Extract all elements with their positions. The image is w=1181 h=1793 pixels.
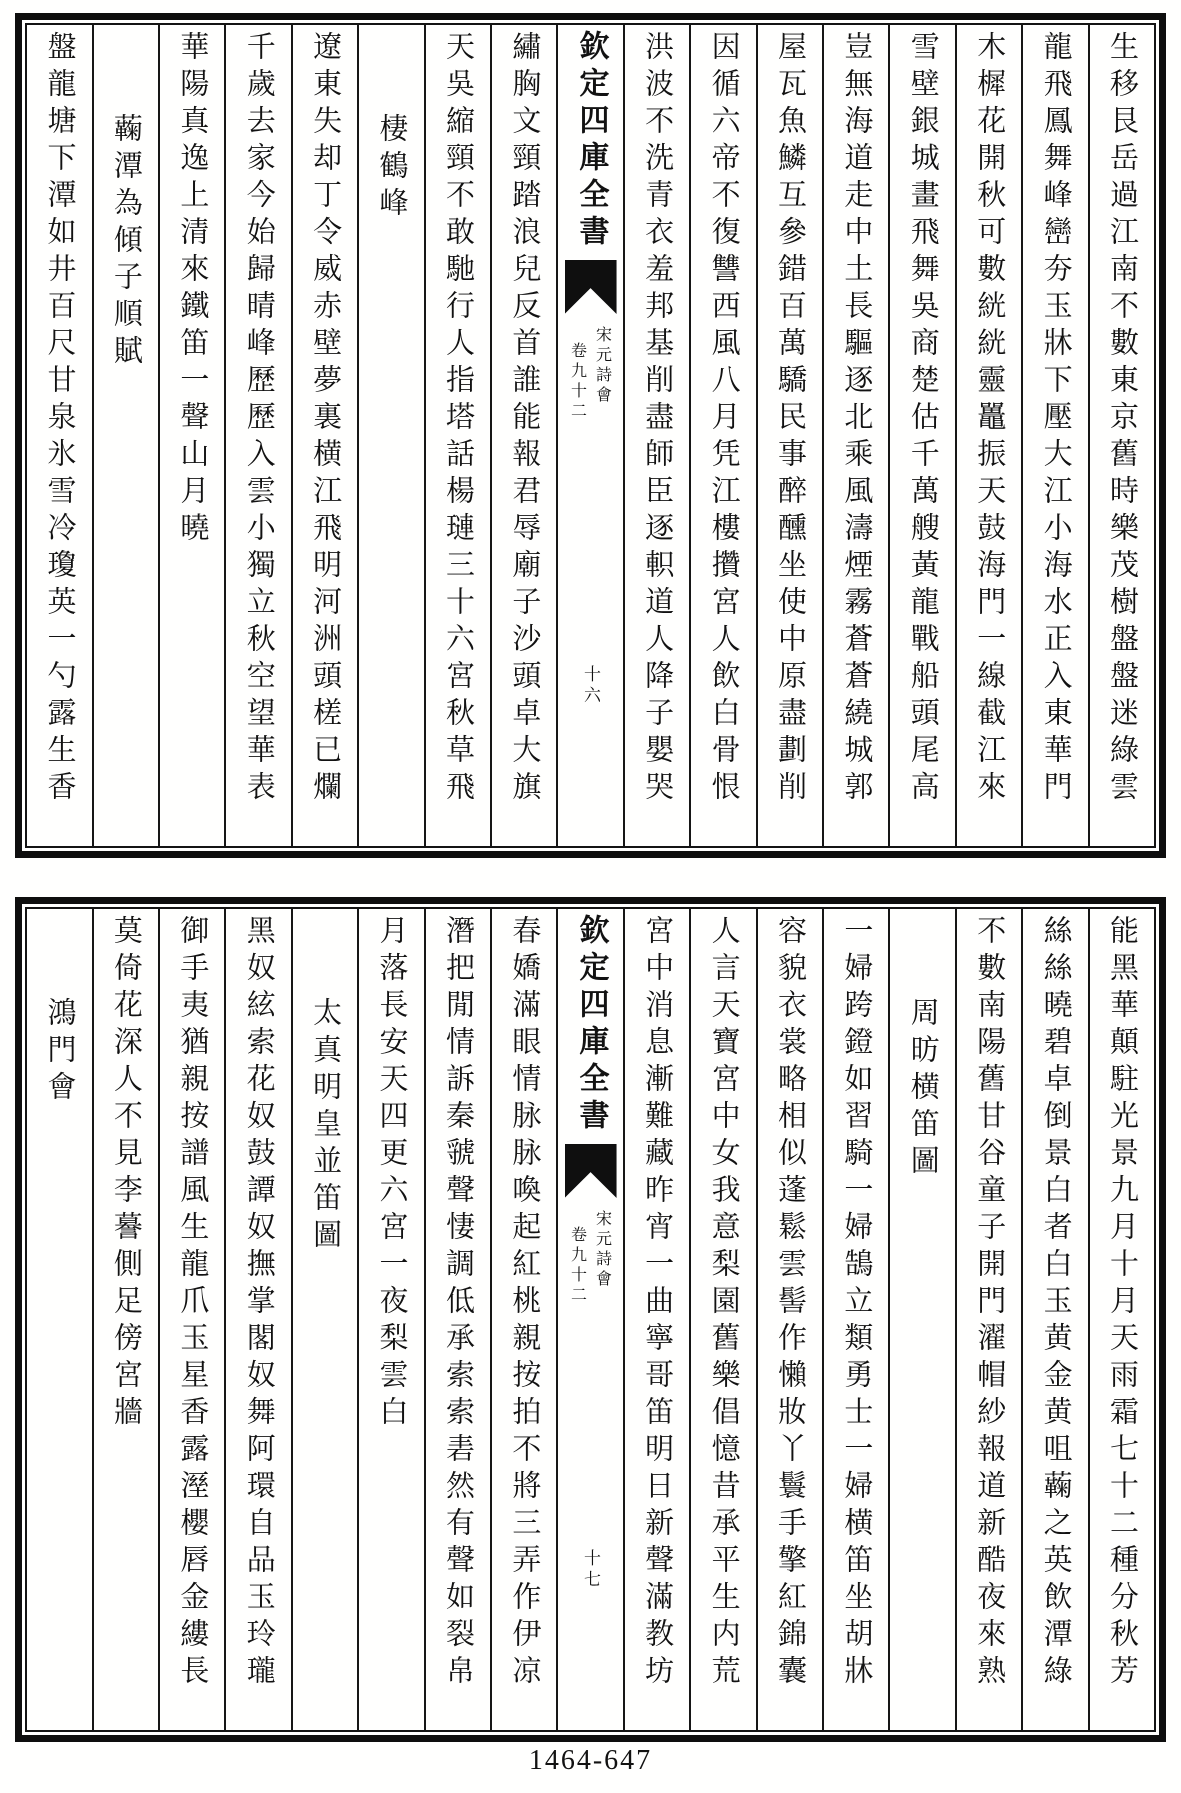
folio-number: 十七 xyxy=(580,1549,601,1592)
poem-text-column: 華陽真逸上清來鐵笛一聲山月曉 xyxy=(158,25,224,846)
poem-text-column: 能黑華顛駐光景九月十月天雨霜七十二種分秋芳 xyxy=(1088,909,1154,1730)
book-title: 宋元詩會 xyxy=(593,1210,613,1290)
poem-title-column: 蘜潭為傾子順賦 xyxy=(92,25,158,846)
fishtail-mark-icon xyxy=(565,1144,617,1198)
poem-text-column: 絲絲曉碧卓倒景白者白玉黄金黄咀蘜之英飲潭綠 xyxy=(1021,909,1087,1730)
folio-frame-top xyxy=(25,23,1156,848)
book-volume-labels xyxy=(567,1210,615,1306)
siku-title: 欽定四庫全書 xyxy=(573,30,609,252)
poem-text-column: 人言天寶宮中女我意梨園舊樂倡憶昔承平生内荒 xyxy=(689,909,755,1730)
poem-text-column: 春嬌滿眼情脉脉喚起紅桃親按拍不將三弄作伊凉 xyxy=(490,909,556,1730)
poem-text-column: 御手夷猶親按譜風生龍爪玉星香露溼櫻唇金縷長 xyxy=(158,909,224,1730)
poem-text-column: 不數南陽舊甘谷童子開門濯帽紗報道新酷夜來熟 xyxy=(955,909,1021,1730)
poem-text-column: 生移艮岳過江南不數東京舊時樂茂樹盤盤迷綠雲 xyxy=(1088,25,1154,846)
poem-title-column: 周昉横笛圖 xyxy=(888,909,954,1730)
folio-number: 十六 xyxy=(580,665,601,708)
poem-text-column: 洪波不洗青衣羞邦基削盡師臣逐軹道人降子嬰哭 xyxy=(623,25,689,846)
poem-title-column: 鴻門會 xyxy=(43,997,78,1108)
book-title: 宋元詩會 xyxy=(593,326,613,406)
poem-title-column: 棲鶴峰 xyxy=(357,25,423,846)
book-volume-labels xyxy=(567,326,615,422)
folio-block-bottom xyxy=(15,897,1166,1742)
poem-title-column: 太真明皇並笛圖 xyxy=(291,909,357,1730)
poem-text-column: 天吳縮頸不敢馳行人指塔話楊璉三十六宮秋草飛 xyxy=(424,25,490,846)
poem-text-column: 潛把閒情訴秦虢聲悽調低承索索砉然有聲如裂帛 xyxy=(424,909,490,1730)
poem-text-column: 屋瓦魚鱗互參錯百萬驕民事醉醺坐使中原盡劃削 xyxy=(756,25,822,846)
poem-text-column: 盤龍塘下潭如井百尺甘泉氷雪冷瓊英一勺露生香 xyxy=(43,31,78,808)
fishtail-mark-icon xyxy=(565,260,617,314)
poem-text-column: 莫倚花深人不見李謩側足傍宮牆 xyxy=(92,909,158,1730)
poem-text-column: 木樨花開秋可數絖絖靈鼉振天鼓海門一線截江來 xyxy=(955,25,1021,846)
banxin-center-column xyxy=(556,909,622,1730)
volume-label: 卷九十二 xyxy=(568,342,588,422)
folio-block-top xyxy=(15,13,1166,858)
poem-text-column: 因循六帝不復讐西風八月凭江樓攢宮人飲白骨恨 xyxy=(689,25,755,846)
poem-text-column: 豈無海道走中土長驅逐北乘風濤煙霧蒼蒼繞城郭 xyxy=(822,25,888,846)
poem-text-column: 龍飛鳳舞峰巒夯玉牀下壓大江小海水正入東華門 xyxy=(1021,25,1087,846)
folio-frame-bottom xyxy=(25,907,1156,1732)
poem-text-column: 宮中消息漸難藏昨宵一曲寧哥笛明日新聲滿教坊 xyxy=(623,909,689,1730)
poem-text-column: 黑奴絃索花奴鼓譚奴撫掌閣奴舞阿環自品玉玲瓏 xyxy=(224,909,290,1730)
banxin-center-column xyxy=(556,25,622,846)
poem-text-column: 遼東失却丁令威赤壁夢裏横江飛明河洲頭槎已爛 xyxy=(291,25,357,846)
volume-label: 卷九十二 xyxy=(568,1226,588,1306)
siku-title: 欽定四庫全書 xyxy=(573,914,609,1136)
poem-text-column: 千歲去家今始歸晴峰歷歷入雲小獨立秋空望華表 xyxy=(224,25,290,846)
poem-text-column: 雪壁銀城畫飛舞吳商楚估千萬艘黃龍戰船頭尾高 xyxy=(888,25,954,846)
reprint-page-number: 1464-647 xyxy=(528,1745,653,1776)
poem-text-column: 繡胸文頸踏浪兒反首誰能報君辱廟子沙頭卓大旗 xyxy=(490,25,556,846)
poem-text-column: 月落長安天四更六宮一夜梨雲白 xyxy=(357,909,423,1730)
poem-text-column: 容貌衣裳略相似蓬鬆雲髻作懶妝丫鬟手擎紅錦囊 xyxy=(756,909,822,1730)
poem-text-column: 一婦跨鐙如習騎一婦鵠立類勇士一婦横笛坐胡牀 xyxy=(822,909,888,1730)
